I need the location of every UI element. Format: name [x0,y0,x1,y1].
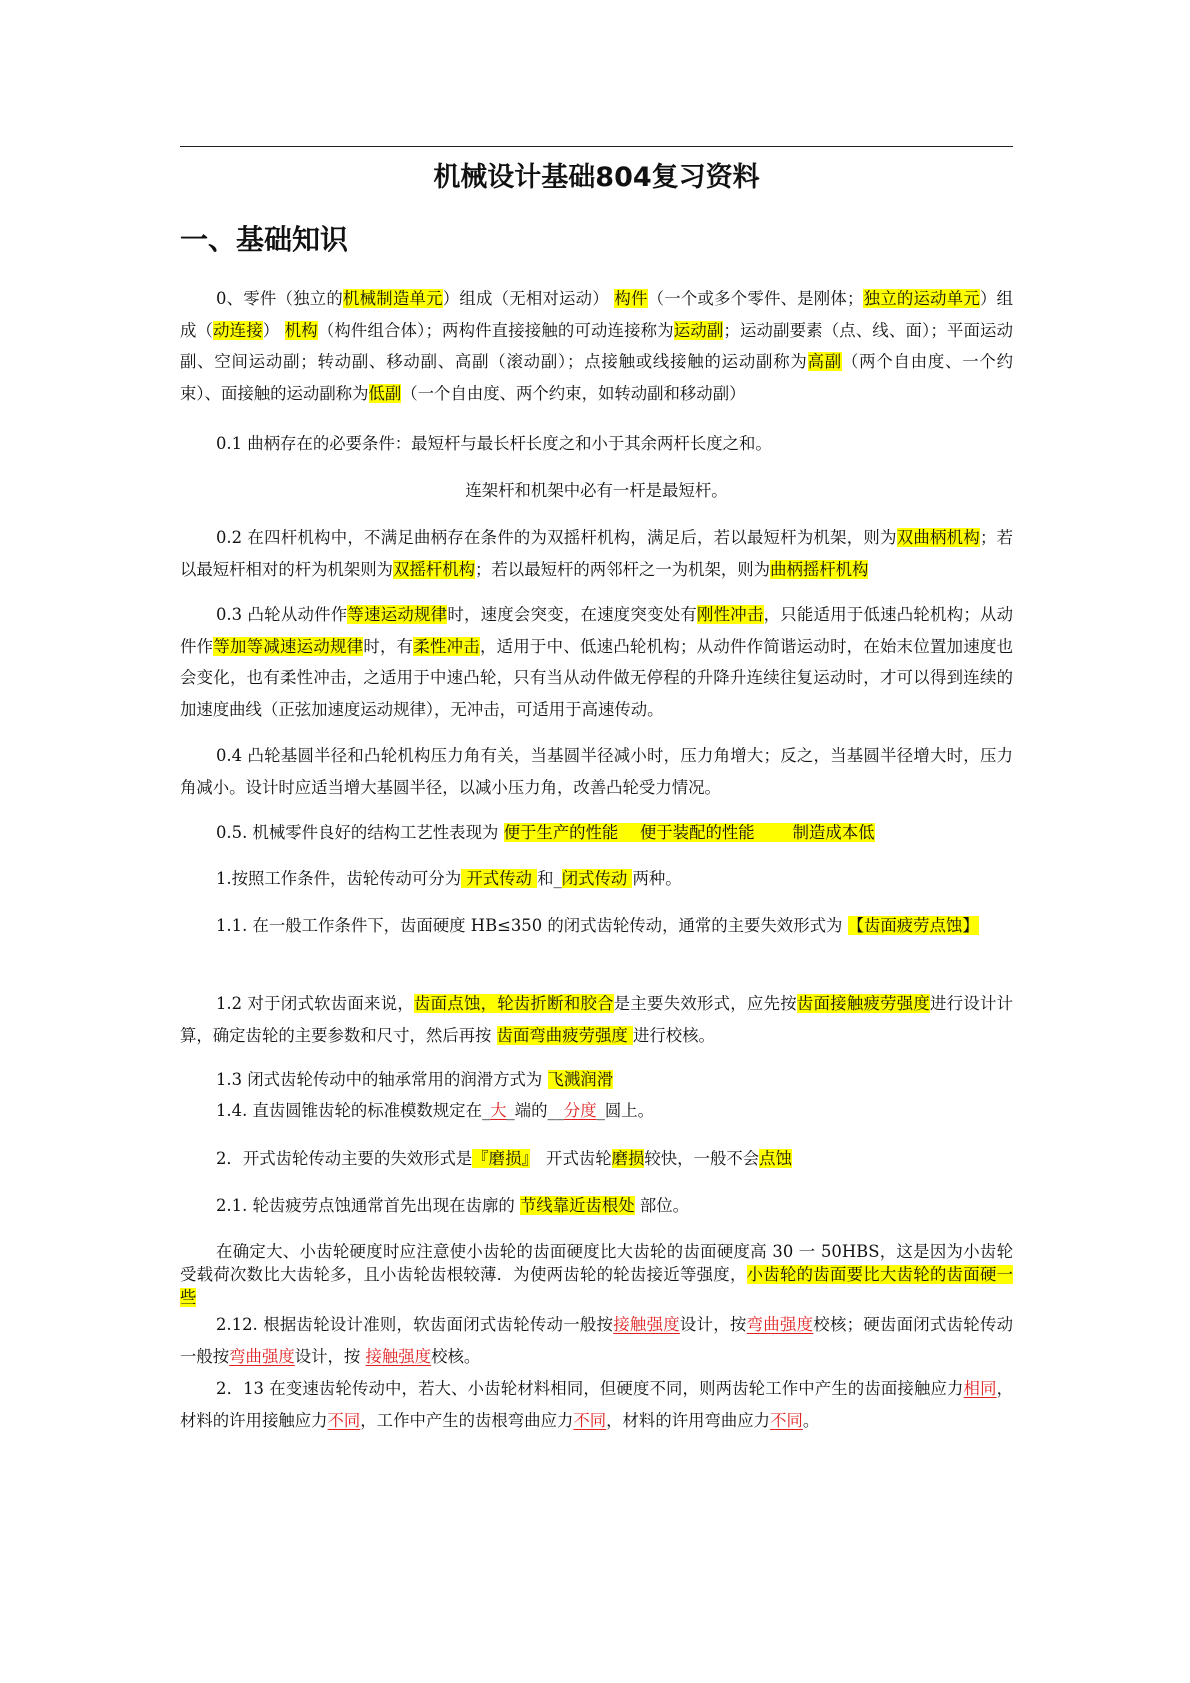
paragraph-1-3: 1.3 闭式齿轮传动中的轴承常用的润滑方式为 飞溅润滑 [216,1070,614,1089]
paragraph-0-4: 0.4 凸轮基圆半径和凸轮机构压力角有关，当基圆半径减小时，压力角增大；反之，当基圆半径增大时，压力角减小。设计时应适当增大基圆半径，以减小压力角，改善凸轮受力情况。 [180,746,1013,797]
paragraph-2-1-note: 在确定大、小齿轮硬度时应注意使小齿轮的齿面硬度比大齿轮的齿面硬度高 30 一 50HBS，这是因为小齿轮受载荷次数比大齿轮多，且小齿轮齿根较薄．为使两齿轮的轮齿接近等强度，小齿轮的齿面要比大齿轮的齿面硬一些 [180,1242,1013,1307]
paragraph-0-1: 0.1 曲柄存在的必要条件：最短杆与最长杆长度之和小于其余两杆长度之和。 [216,434,772,453]
paragraph-1-1: 1.1. 在一般工作条件下，齿面硬度 HB≤350 的闭式齿轮传动，通常的主要失效形式为 【齿面疲劳点蚀】 [216,916,979,935]
paragraph-1: 1.按照工作条件，齿轮传动可分为 开式传动 和_闭式传动 两种。 [216,869,682,888]
paragraph-2-12: 2.12. 根据齿轮设计准则，软齿面闭式齿轮传动一般按接触强度设计，按弯曲强度校核；硬齿面闭式齿轮传动一般按弯曲强度设计，按 接触强度校核。 [180,1315,1014,1366]
paragraph-0-5: 0.5. 机械零件良好的结构工艺性表现为 便于生产的性能 便于装配的性能 制造成本低 [216,823,875,842]
paragraph-2-1: 2.1. 轮齿疲劳点蚀通常首先出现在齿廓的 节线靠近齿根处 部位。 [216,1196,690,1215]
paragraph-1-2: 1.2 对于闭式软齿面来说，齿面点蚀，轮齿折断和胶合是主要失效形式，应先按齿面接触疲劳强度进行设计计算，确定齿轮的主要参数和尺寸，然后再按 齿面弯曲疲劳强度 进行校核。 [180,994,1014,1045]
paragraph-0: 0、零件（独立的机械制造单元）组成（无相对运动） 构件（一个或多个零件、是刚体；独立的运动单元）组成（动连接） 机构（构件组合体）；两构件直接接触的可动连接称为运动副；运动副要素（点、线、面）；平面运动副、空间运动副；转动副、移动副、高副（滚动副）；点接触或线接触的运动副称为高副（两个自由度、一个约束）、面接触的运动副称为低副（一个自由度、两个约束，如转动副和移动副） [180,289,1014,403]
paragraph-0-2: 0.2 在四杆机构中，不满足曲柄存在条件的为双摇杆机构，满足后，若以最短杆为机架，则为双曲柄机构；若以最短杆相对的杆为机架则为双摇杆机构；若以最短杆的两邻杆之一为机架，则为曲柄摇杆机构 [180,528,1014,579]
header-rule [180,146,1013,147]
section-heading: 一、基础知识 [180,223,349,256]
paragraph-0-3: 0.3 凸轮从动件作等速运动规律时，速度会突变，在速度突变处有刚性冲击，只能适用于低速凸轮机构；从动件作等加等减速运动规律时，有柔性冲击，适用于中、低速凸轮机构；从动件作简谐运动时，在始末位置加速度也会变化，也有柔性冲击，之适用于中速凸轮，只有当从动件做无停程的升降升连续往复运动时，才可以得到连续的加速度曲线（正弦加速度运动规律），无冲击，可适用于高速传动。 [180,605,1014,719]
paragraph-1-4: 1.4. 直齿圆锥齿轮的标准模数规定在_大_端的__分度_圆上。 [216,1101,655,1120]
paragraph-0-1-note: 连架杆和机架中必有一杆是最短杆。 [465,481,728,500]
paragraph-2-13: 2．13 在变速齿轮传动中，若大、小齿轮材料相同，但硬度不同，则两齿轮工作中产生的齿面接触应力相同，材料的许用接触应力不同，工作中产生的齿根弯曲应力不同，材料的许用弯曲应力不同。 [180,1379,1013,1430]
document-title: 机械设计基础804复习资料 [433,162,760,193]
paragraph-2: 2．开式齿轮传动主要的失效形式是『磨损』 开式齿轮磨损较快，一般不会点蚀 [216,1149,792,1168]
